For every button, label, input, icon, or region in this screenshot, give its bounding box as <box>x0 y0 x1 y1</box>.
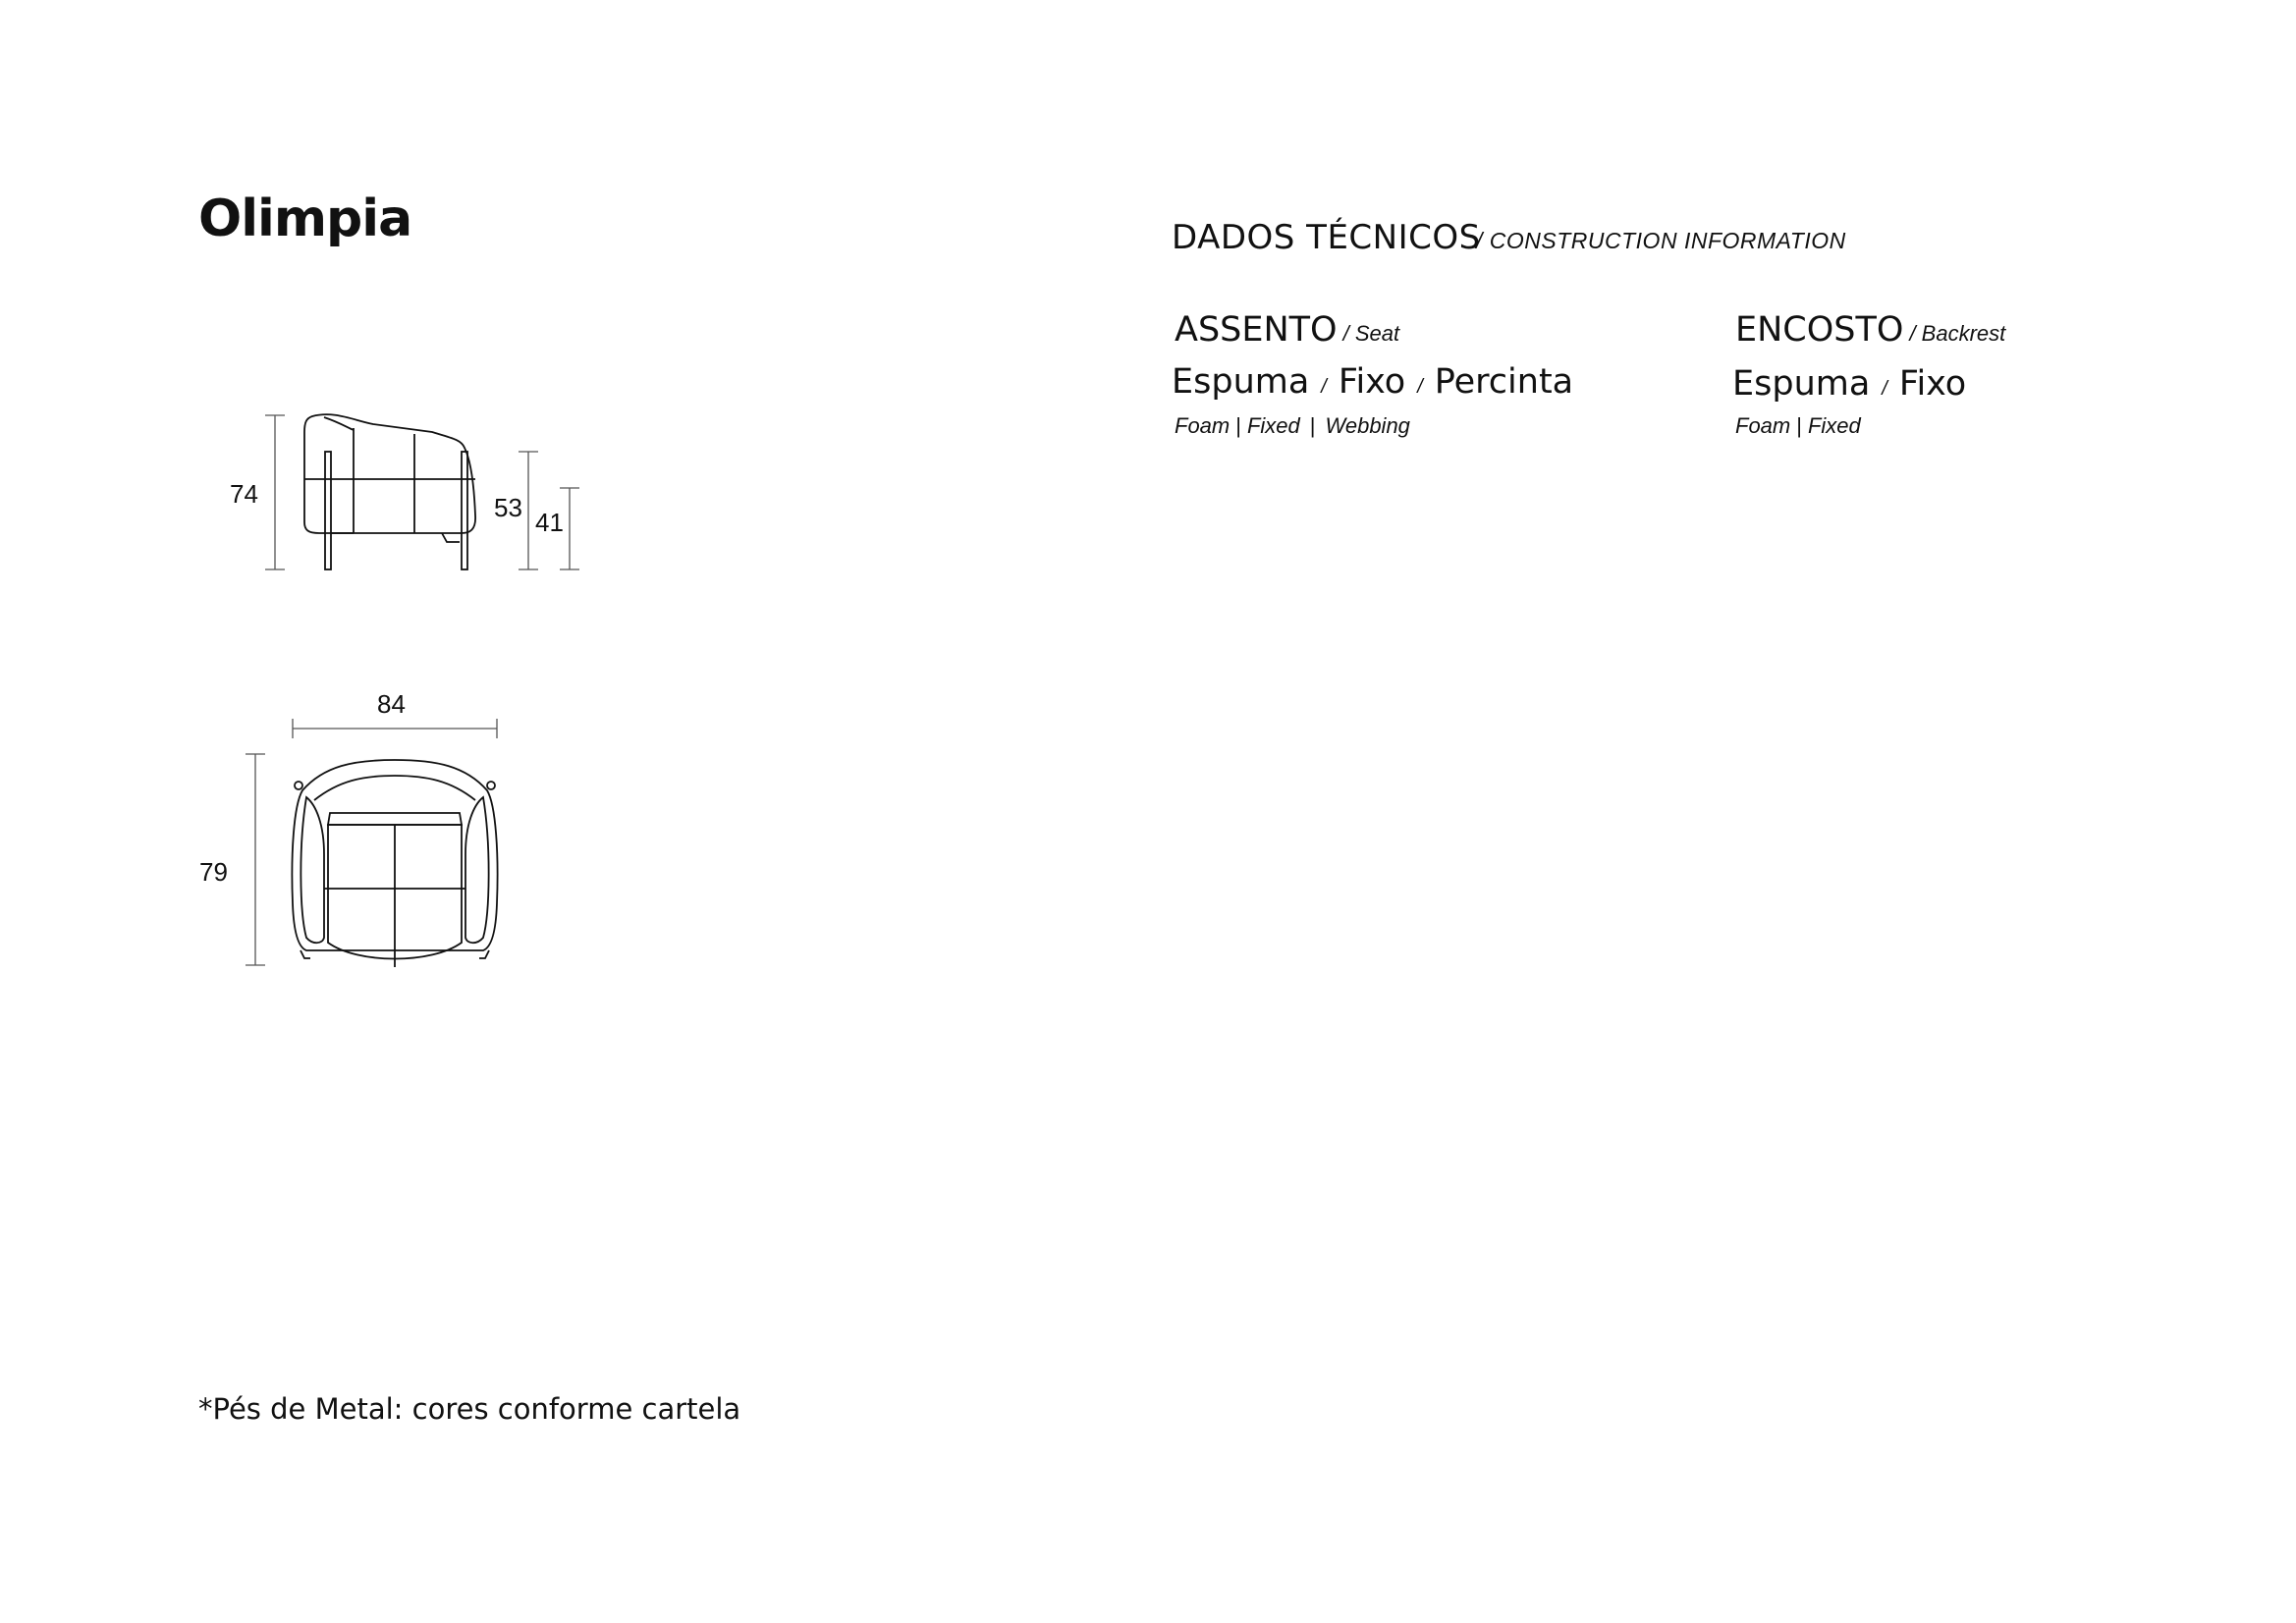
construction-heading-en: / CONSTRUCTION INFORMATION <box>1476 228 1846 253</box>
seat-label: ASSENTO <box>1175 310 1338 350</box>
height-dimension-label: 74 <box>230 479 258 509</box>
separator: | <box>1309 413 1316 438</box>
width-dimension-label: 84 <box>377 689 406 719</box>
backrest-label: ENCOSTO <box>1735 310 1904 350</box>
backrest-material-fixed: Fixo <box>1898 364 1967 404</box>
seat-material-webbing: Percinta <box>1434 362 1574 402</box>
top-view-drawing <box>246 719 498 967</box>
seat-label-en: / Seat <box>1342 321 1400 346</box>
seat-material-foam: Espuma <box>1172 362 1310 402</box>
product-title: Olimpia <box>198 189 412 248</box>
backrest-material-en: Foam <box>1735 413 1791 438</box>
seat-material-en: Foam <box>1175 413 1230 438</box>
backrest-label-en: / Backrest <box>1909 321 2006 346</box>
arm-height-dimension-label: 53 <box>494 493 522 522</box>
footnote: *Pés de Metal: cores conforme cartela <box>198 1392 741 1426</box>
backrest-material-foam: Espuma <box>1732 364 1871 404</box>
separator: / <box>1882 378 1887 400</box>
separator: | <box>1796 413 1802 438</box>
backrest-material-en: Fixed <box>1807 413 1861 438</box>
separator: | <box>1235 413 1241 438</box>
depth-dimension-label: 79 <box>199 857 228 887</box>
seat-material-en: Fixed <box>1246 413 1300 438</box>
separator: / <box>1417 376 1423 398</box>
side-view-drawing <box>265 414 579 569</box>
separator: / <box>1321 376 1327 398</box>
seat-height-dimension-label: 41 <box>535 508 564 537</box>
construction-heading: DADOS TÉCNICOS <box>1172 218 1481 257</box>
seat-material-fixed: Fixo <box>1338 362 1406 402</box>
seat-material-en: Webbing <box>1325 413 1410 438</box>
